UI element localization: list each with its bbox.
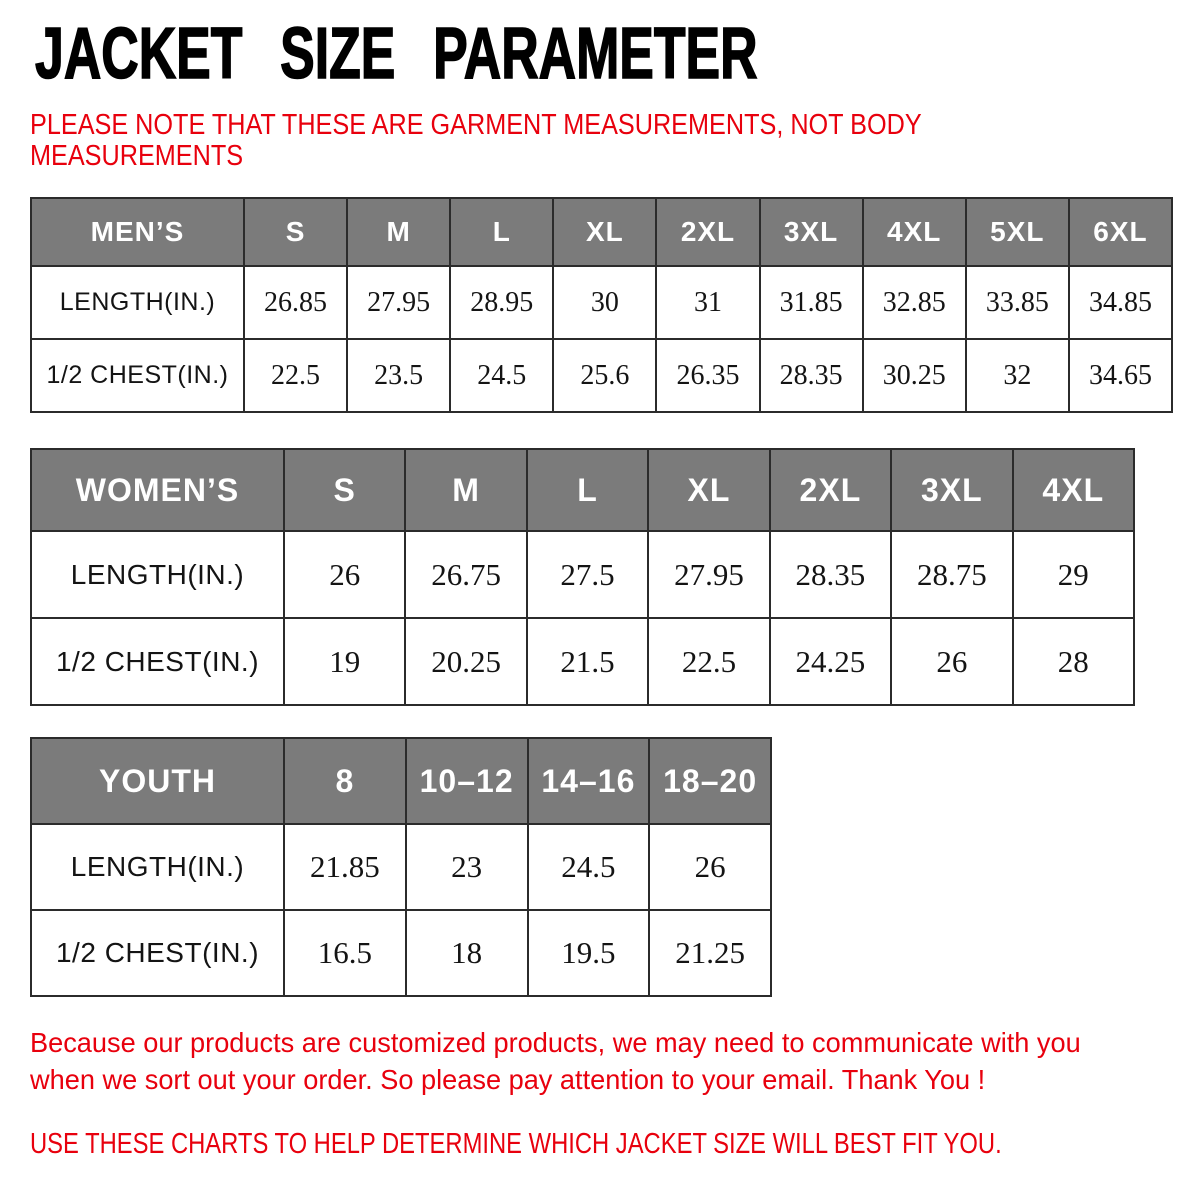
mens-size-table [30, 197, 1173, 413]
size-header-cell: 5XL [966, 198, 1069, 266]
value-cell: 18 [406, 910, 528, 996]
note-line: PLEASE NOTE THAT THESE ARE GARMENT MEASUREMENTS, NOT BODY [30, 109, 922, 141]
footer-caps-line: USE THESE CHARTS TO HELP DETERMINE WHICH JACKET SIZE WILL BEST FIT YOU. [30, 1128, 1002, 1160]
womens-size-table [30, 448, 1135, 706]
value-cell: 27.5 [527, 531, 648, 618]
footer-note-line: when we sort out your order. So please pay attention to your email. Thank You ! [30, 1064, 986, 1095]
value-cell: 27.95 [648, 531, 769, 618]
note-line: MEASUREMENTS [30, 140, 244, 172]
value-cell: 29 [1013, 531, 1134, 618]
size-header-cell: WOMEN’S [31, 449, 284, 531]
value-cell: 32.85 [863, 266, 966, 339]
size-header-cell: 6XL [1069, 198, 1172, 266]
row-label-cell: LENGTH(IN.) [31, 266, 244, 339]
value-cell: 25.6 [553, 339, 656, 412]
size-header-cell: M [347, 198, 450, 266]
table-row [31, 266, 1172, 339]
size-header-cell: 4XL [1013, 449, 1134, 531]
size-header-cell: 2XL [656, 198, 759, 266]
table-header-row [31, 449, 1134, 531]
value-cell: 21.25 [649, 910, 771, 996]
value-cell: 21.85 [284, 824, 406, 910]
table-header-row [31, 198, 1172, 266]
value-cell: 22.5 [648, 618, 769, 705]
value-cell: 30 [553, 266, 656, 339]
value-cell: 28.35 [770, 531, 891, 618]
table-row [31, 910, 771, 996]
value-cell: 19 [284, 618, 405, 705]
value-cell: 28.95 [450, 266, 553, 339]
value-cell: 19.5 [528, 910, 650, 996]
table-row [31, 618, 1134, 705]
row-label-cell: 1/2 CHEST(IN.) [31, 339, 244, 412]
value-cell: 26 [284, 531, 405, 618]
size-header-cell: M [405, 449, 526, 531]
value-cell: 33.85 [966, 266, 1069, 339]
value-cell: 26 [891, 618, 1012, 705]
size-header-cell: 3XL [760, 198, 863, 266]
value-cell: 32 [966, 339, 1069, 412]
size-header-cell: S [244, 198, 347, 266]
table-row [31, 824, 771, 910]
value-cell: 26.75 [405, 531, 526, 618]
row-label-cell: 1/2 CHEST(IN.) [31, 618, 284, 705]
size-header-cell: 2XL [770, 449, 891, 531]
value-cell: 24.25 [770, 618, 891, 705]
value-cell: 30.25 [863, 339, 966, 412]
youth-size-table [30, 737, 772, 997]
size-header-cell: 4XL [863, 198, 966, 266]
value-cell: 27.95 [347, 266, 450, 339]
value-cell: 21.5 [527, 618, 648, 705]
value-cell: 34.85 [1069, 266, 1172, 339]
value-cell: 16.5 [284, 910, 406, 996]
value-cell: 28.35 [760, 339, 863, 412]
table-row [31, 531, 1134, 618]
value-cell: 24.5 [528, 824, 650, 910]
value-cell: 34.65 [1069, 339, 1172, 412]
value-cell: 28 [1013, 618, 1134, 705]
size-header-cell: L [527, 449, 648, 531]
value-cell: 23 [406, 824, 528, 910]
size-header-cell: 14–16 [528, 738, 650, 824]
size-header-cell: 10–12 [406, 738, 528, 824]
table-row [31, 339, 1172, 412]
garment-measurement-note [30, 110, 1055, 172]
value-cell: 31 [656, 266, 759, 339]
customization-notice [30, 1024, 1113, 1098]
size-header-cell: XL [553, 198, 656, 266]
row-label-cell: LENGTH(IN.) [31, 824, 284, 910]
row-label-cell: 1/2 CHEST(IN.) [31, 910, 284, 996]
size-header-cell: 3XL [891, 449, 1012, 531]
value-cell: 23.5 [347, 339, 450, 412]
size-header-cell: YOUTH [31, 738, 284, 824]
value-cell: 26.35 [656, 339, 759, 412]
size-header-cell: XL [648, 449, 769, 531]
value-cell: 20.25 [405, 618, 526, 705]
footer-note-line: Because our products are customized products, we may need to communicate with you [30, 1027, 1081, 1058]
size-header-cell: S [284, 449, 405, 531]
size-header-cell: MEN’S [31, 198, 244, 266]
row-label-cell: LENGTH(IN.) [31, 531, 284, 618]
value-cell: 26.85 [244, 266, 347, 339]
value-cell: 22.5 [244, 339, 347, 412]
value-cell: 26 [649, 824, 771, 910]
chart-usage-note [30, 1128, 1200, 1161]
table-header-row [31, 738, 771, 824]
size-header-cell: 18–20 [649, 738, 771, 824]
size-header-cell: 8 [284, 738, 406, 824]
value-cell: 28.75 [891, 531, 1012, 618]
value-cell: 24.5 [450, 339, 553, 412]
size-header-cell: L [450, 198, 553, 266]
page-title: JACKET SIZE PARAMETER [35, 14, 758, 94]
value-cell: 31.85 [760, 266, 863, 339]
